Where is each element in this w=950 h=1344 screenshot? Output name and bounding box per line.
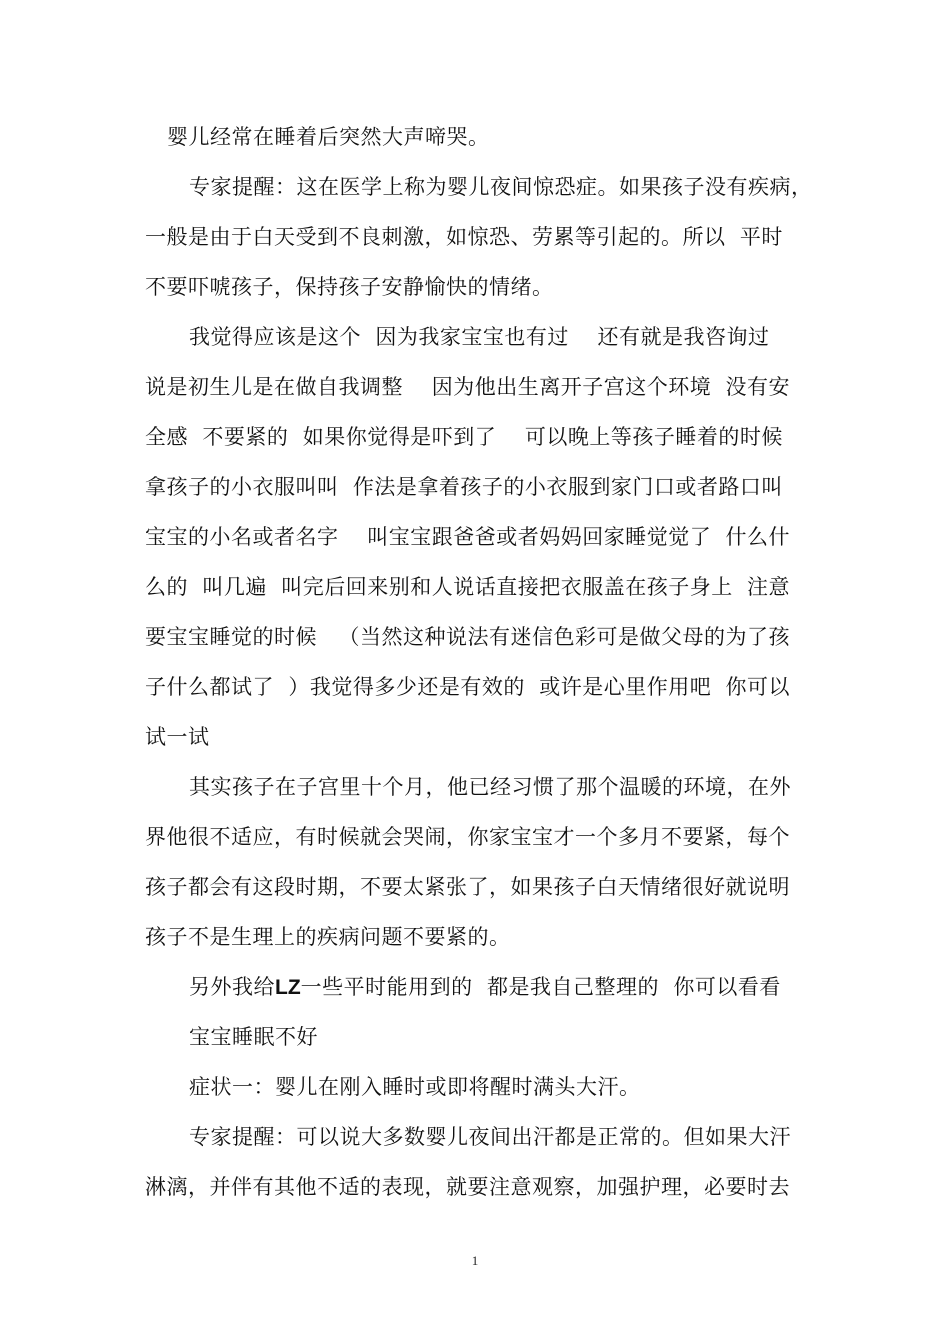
line-segment: 另外我给 <box>189 975 275 999</box>
paragraph-line: 孩子不是生理上的疾病问题不要紧的。 <box>145 925 511 949</box>
paragraph-line: 子什么都试了 ）我觉得多少还是有效的 或许是心里作用吧 你可以 <box>145 675 791 699</box>
page-number: 1 <box>471 1253 479 1268</box>
paragraph-line: 要宝宝睡觉的时候 （当然这种说法有迷信色彩可是做父母的为了孩 <box>145 625 791 649</box>
paragraph-line: 专家提醒：这在医学上称为婴儿夜间惊恐症。如果孩子没有疾病， <box>189 175 813 199</box>
paragraph-line: 专家提醒：可以说大多数婴儿夜间出汗都是正常的。但如果大汗 <box>189 1125 791 1149</box>
paragraph-line: 么的 叫几遍 叫完后回来别和人说话直接把衣服盖在孩子身上 注意 <box>145 575 791 599</box>
paragraph-line: 其实孩子在子宫里十个月，他已经习惯了那个温暖的环境，在外 <box>189 775 791 799</box>
paragraph-line: 拿孩子的小衣服叫叫 作法是拿着孩子的小衣服到家门口或者路口叫 <box>145 475 783 499</box>
paragraph-line: 一般是由于白天受到不良刺激，如惊恐、劳累等引起的。所以 平时 <box>145 225 783 249</box>
paragraph-line: 说是初生儿是在做自我调整 因为他出生离开子宫这个环境 没有安 <box>145 375 791 399</box>
lz-abbreviation: LZ <box>275 976 301 999</box>
paragraph-line: 淋漓，并伴有其他不适的表现，就要注意观察，加强护理，必要时去 <box>145 1175 790 1199</box>
paragraph-line: 症状一：婴儿在刚入睡时或即将醒时满头大汗。 <box>189 1075 641 1099</box>
paragraph-line: 界他很不适应，有时候就会哭闹，你家宝宝才一个多月不要紧，每个 <box>145 825 790 849</box>
section-heading: 宝宝睡眠不好 <box>189 1025 318 1049</box>
paragraph-line <box>189 972 781 1003</box>
paragraph-line: 全感 不要紧的 如果你觉得是吓到了 可以晚上等孩子睡着的时候 <box>145 425 783 449</box>
paragraph-line: 我觉得应该是这个 因为我家宝宝也有过 还有就是我咨询过 <box>189 325 770 349</box>
line-segment: 一些平时能用到的 都是我自己整理的 你可以看看 <box>300 975 781 999</box>
paragraph-line: 试一试 <box>145 725 210 749</box>
paragraph-line: 孩子都会有这段时期，不要太紧张了，如果孩子白天情绪很好就说明 <box>145 875 790 899</box>
paragraph-line: 婴儿经常在睡着后突然大声啼哭。 <box>167 125 490 149</box>
paragraph-line: 不要吓唬孩子，保持孩子安静愉快的情绪。 <box>145 275 554 299</box>
paragraph-line: 宝宝的小名或者名字 叫宝宝跟爸爸或者妈妈回家睡觉觉了 什么什 <box>145 525 791 549</box>
